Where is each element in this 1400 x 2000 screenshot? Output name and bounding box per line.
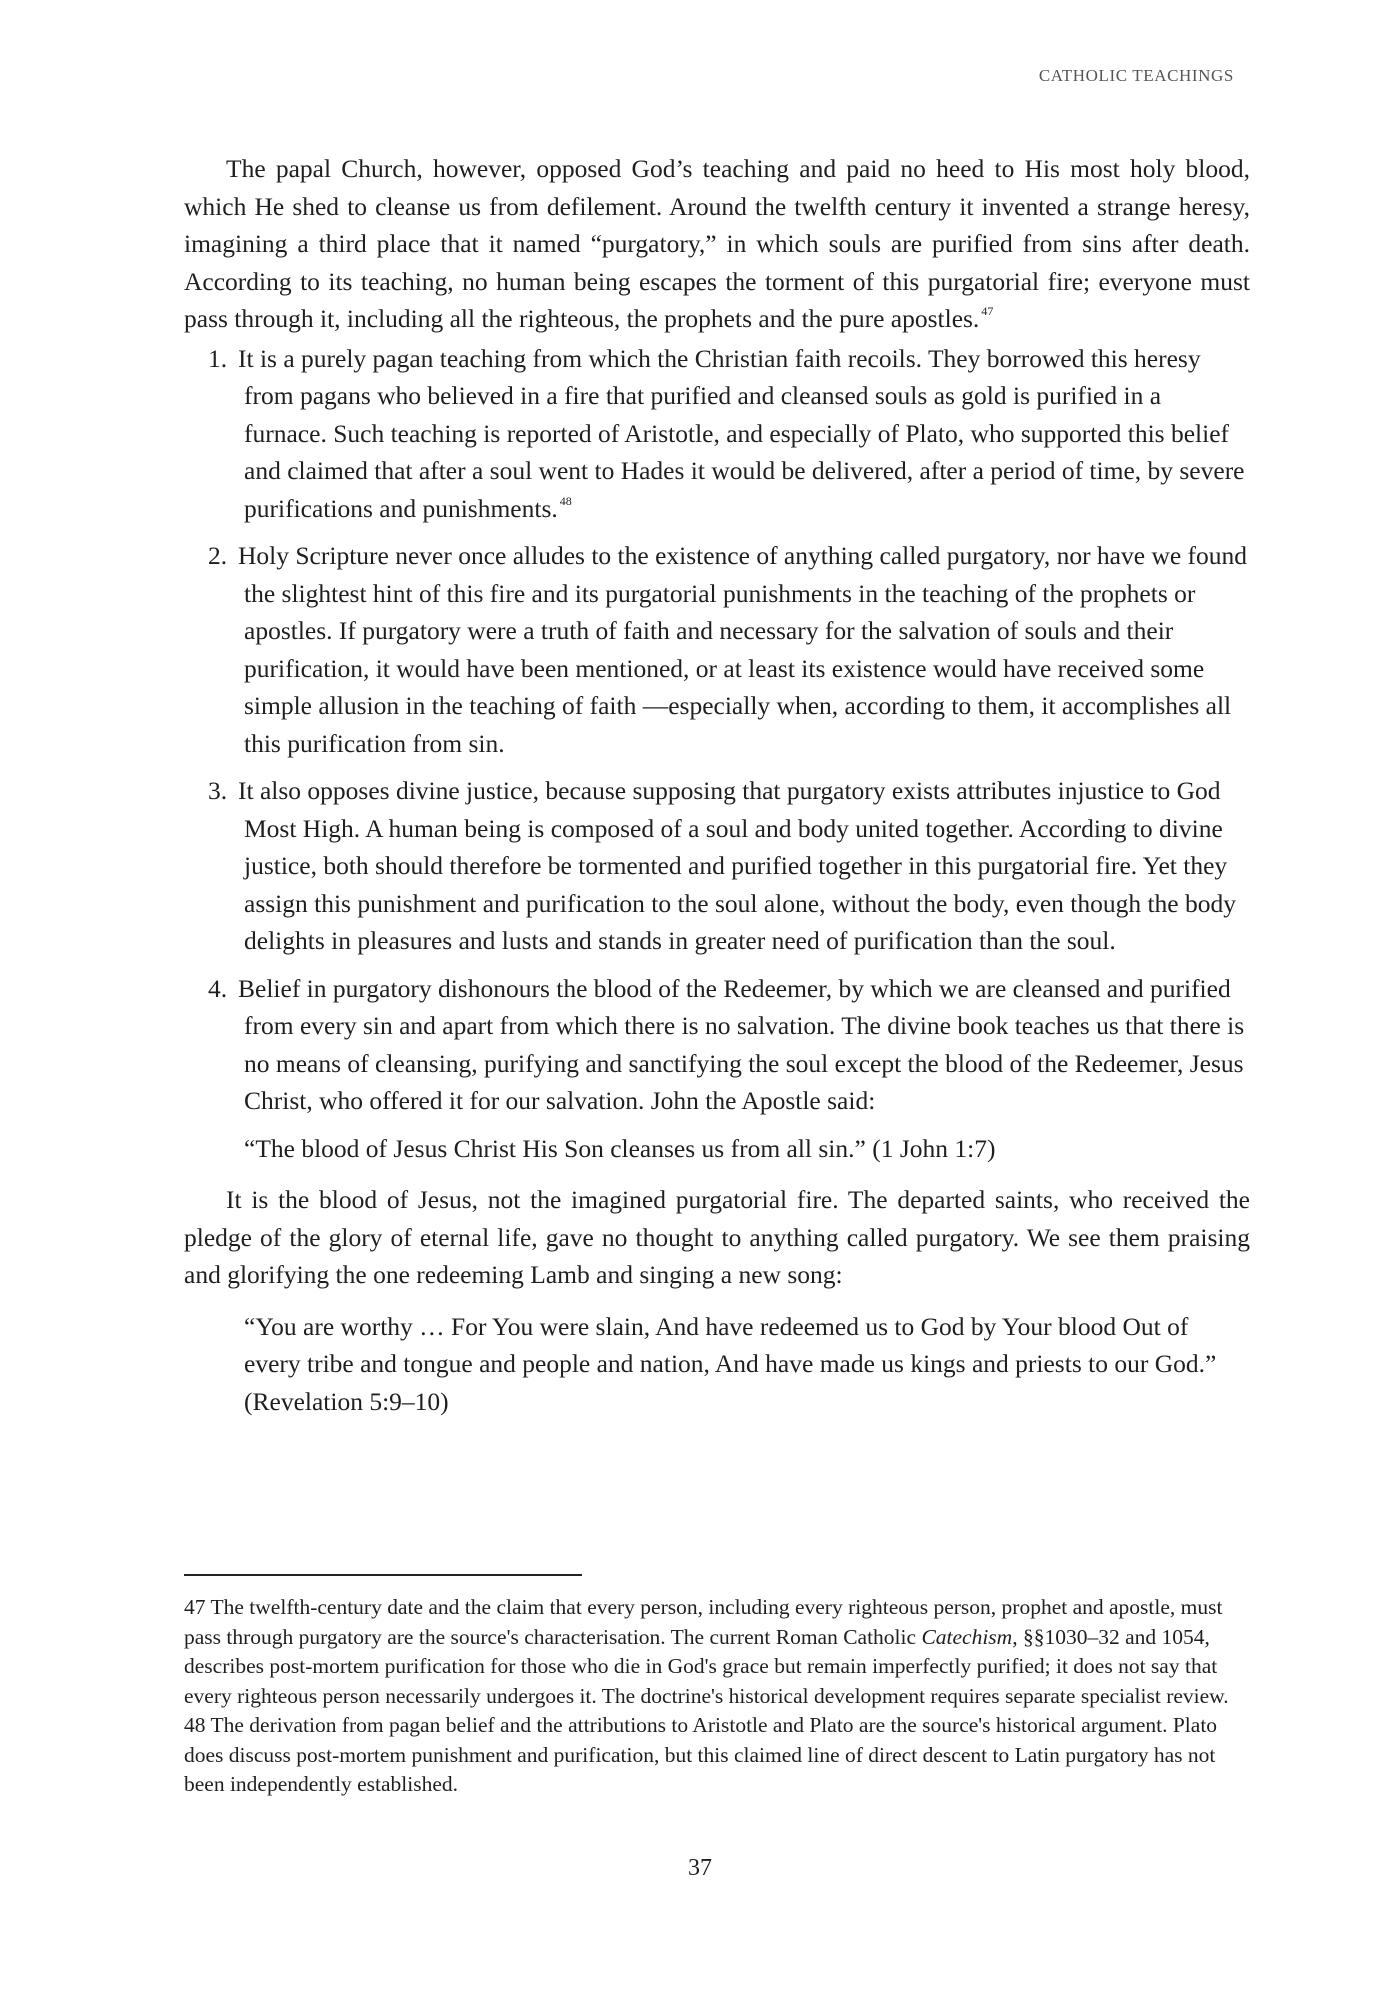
footnote-48 [184, 1711, 1250, 1800]
footnote-divider [184, 1574, 582, 1576]
list-item [184, 970, 1250, 1120]
footnote-text-cont: , §§1030–32 and 1054, describes post-mortem purification for those who die in God's grace but remain imperfectly purified; it does not say that every righteous person necessarily undergoes it. The doctrine's historical development requires separate specialist review. [184, 1624, 1229, 1708]
list-item [184, 537, 1250, 762]
running-header: CATHOLIC TEACHINGS [1038, 66, 1234, 85]
main-text [184, 150, 1250, 1420]
footnotes [184, 1593, 1250, 1800]
scripture-quote-1: “The blood of Jesus Christ His Son cleanses us from all sin.” (1 John 1:7) [244, 1133, 996, 1163]
list-item-text: Holy Scripture never once alludes to the existence of anything called purgatory, nor have we found the slightest hint of this fire and its purgatorial punishments in the teaching of the prophets or apostles. If purgatory were a truth of faith and necessary for the salvation of souls and their purification, it would have been mentioned, or at least its existence would have received some simple allusion in the teaching of faith —especially when, according to them, it accomplishes all this purification from sin. [238, 541, 1248, 758]
list-item-number: 2. [208, 541, 228, 570]
list-item-number: 1. [208, 343, 228, 373]
intro-text: The papal Church, however, opposed God’s teaching and paid no heed to His most holy blood, which He shed to cleanse us from defilement. Around the twelfth century it invented a strange heresy, imagining a third place that it named “purgatory,” in which souls are purified from sins after death. According to its teaching, no human being escapes the torment of this purgatorial fire; everyone must pass through it, including all the righteous, the prophets and the pure apostles. [184, 154, 1250, 333]
list-item [184, 340, 1250, 528]
footnote-number: 47 [184, 1595, 206, 1619]
footnote-47 [184, 1593, 1250, 1711]
scripture-quote-2: “You are worthy … For You were slain, And have redeemed us to God by Your blood Out of every tribe and tongue and people and nation, And have made us kings and priests to our God.” (Revelation 5:9–10) [244, 1311, 1217, 1416]
numbered-list [184, 340, 1250, 1120]
footnote-text: The twelfth-century date and the claim that every person, including every righteous person, prophet and apostle, must pass through purgatory are the source's characterisation. The current Roman Catholic [184, 1595, 1223, 1649]
list-item-text: It also opposes divine justice, because supposing that purgatory exists attributes injustice to God Most High. A human being is composed of a soul and body united together. According to divine justice, both should therefore be tormented and purified together in this purgatorial fire. Yet they assign this punishment and purification to the soul alone, without the body, even though the body delights in pleasures and lusts and stands in greater need of purification than the soul. [238, 776, 1236, 955]
list-item-number: 4. [208, 973, 228, 1003]
footnote-text: The derivation from pagan belief and the attributions to Aristotle and Plato are the source's historical argument. Plato does discuss post-mortem punishment and purification, but this claimed line of direct descent to Latin purgatory has not been independently established. [184, 1713, 1218, 1796]
footnote-ref-48[interactable]: 48 [559, 493, 572, 508]
list-item-number: 3. [208, 776, 228, 805]
footnote-number: 48 [184, 1713, 206, 1737]
list-item-text: It is a purely pagan teaching from which the Christian faith recoils. They borrowed this heresy from pagans who believed in a fire that purified and cleansed souls as gold is purified in a furnace. Such teaching is reported of Aristotle, and especially of Plato, who supported this belief and claimed that after a soul went to Hades it would be delivered, after a period of time, by severe purifications and punishments. [238, 343, 1245, 523]
intro-paragraph [184, 150, 1250, 338]
second-paragraph: It is the blood of Jesus, not the imagined purgatorial fire. The departed saints, who received the pledge of the glory of eternal life, gave no thought to anything called purgatory. We see them praising and glorifying the one redeeming Lamb and singing a new song: [184, 1185, 1250, 1289]
page-number: 37 [688, 1855, 712, 1881]
list-item-text: Belief in purgatory dishonours the blood of the Redeemer, by which we are cleansed and purified from every sin and apart from which there is no salvation. The divine book teaches us that there is no means of cleansing, purifying and sanctifying the soul except the blood of the Redeemer, Jesus Christ, who offered it for our salvation. John the Apostle said: [238, 973, 1245, 1115]
footnote-ref-47[interactable]: 47 [981, 304, 994, 318]
list-item [184, 772, 1250, 960]
footnote-italic-title: Catechism [921, 1624, 1013, 1649]
